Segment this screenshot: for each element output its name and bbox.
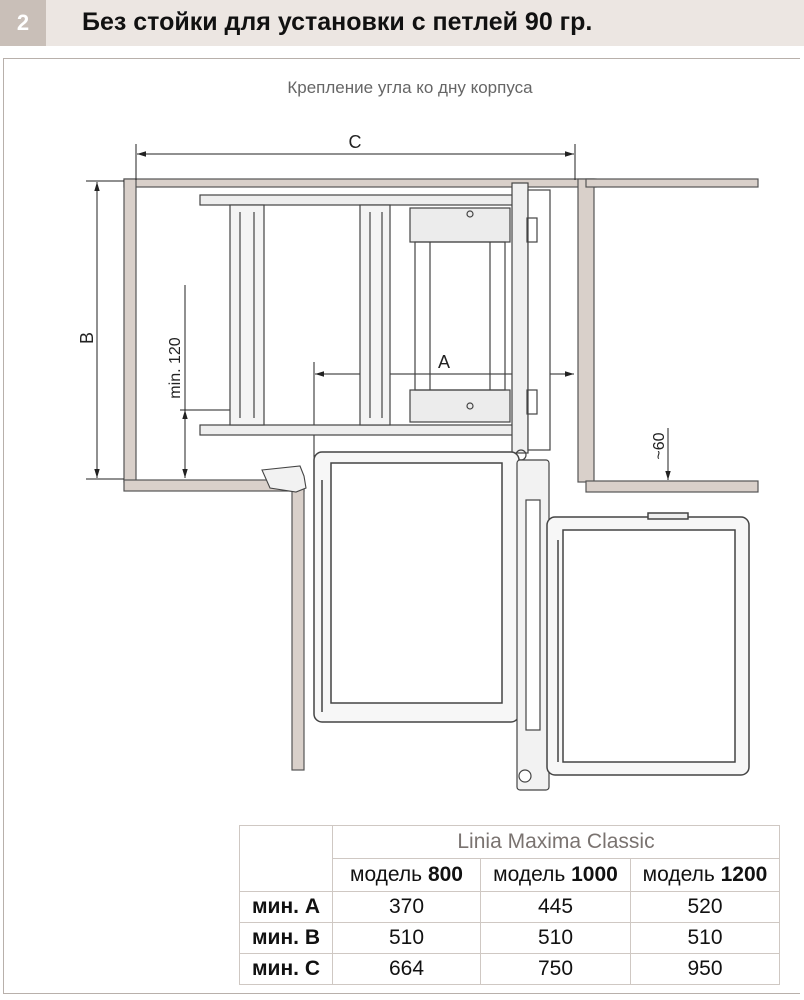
diagram-subtitle: Крепление угла ко дну корпуса [287,78,533,97]
model-number: 1200 [720,863,768,886]
table-corner [240,826,333,892]
model-header-1200 [631,859,780,892]
dim-a-label: A [437,352,451,372]
lower-mount-plate [410,390,510,422]
model-header-1000 [481,859,631,892]
top-rail [200,195,532,205]
cell-min-b-1200: 510 [631,923,780,954]
product-name: Linia Maxima Classic [333,826,780,859]
dim-60-label: ~60 [651,432,668,460]
right-cabinet-back [586,179,758,187]
row-label-min-a: мин. А [240,892,333,923]
row-label-min-c: мин. С [240,954,333,985]
cell-min-c-1200: 950 [631,954,780,985]
cell-min-a-1200: 520 [631,892,780,923]
dim-b-label: B [77,331,97,345]
right-cabinet-front [586,481,758,492]
section-title: Без стойки для установки с петлей 90 гр. [82,8,593,36]
door-panel-wall [292,480,304,770]
cell-min-c-800: 664 [333,954,481,985]
model-prefix: модель [642,863,715,886]
swing-arm-slot [526,500,540,730]
left-tray-upright [230,205,264,425]
cell-min-c-1000: 750 [481,954,631,985]
dim-c-label: C [348,132,362,152]
inner-frame [415,242,505,390]
cell-min-a-800: 370 [333,892,481,923]
model-dimensions-table [239,825,780,985]
left-basket-inner [331,463,502,703]
cell-min-a-1000: 445 [481,892,631,923]
model-prefix: модель [493,863,566,886]
table-row [240,954,780,985]
left-basket [314,452,519,722]
dimension-min120 [180,285,236,478]
bottom-rail [200,425,532,435]
model-prefix: модель [350,863,423,886]
product-row [240,826,780,859]
hinge-column [512,183,528,453]
section-number-badge: 2 [0,0,46,46]
cell-min-b-800: 510 [333,923,481,954]
table-row [240,923,780,954]
right-basket-inner [563,530,735,762]
pivot-lower [519,770,531,782]
model-number: 800 [427,863,463,886]
middle-tray-upright [360,205,390,425]
model-header-800 [333,859,481,892]
swing-arm [517,460,549,790]
right-cabinet-side [578,179,594,482]
left-wall [124,179,136,482]
model-number: 1000 [571,863,618,886]
right-basket-clip [648,513,688,519]
upper-mount-plate [410,208,510,242]
dim-min120-label: min. 120 [167,337,184,399]
row-label-min-b: мин. В [240,923,333,954]
pullout-mechanism [200,183,550,460]
dimension-b [86,181,124,479]
table-row [240,892,780,923]
right-basket [547,513,749,775]
hinge-bracket [528,190,550,450]
cell-min-b-1000: 510 [481,923,631,954]
